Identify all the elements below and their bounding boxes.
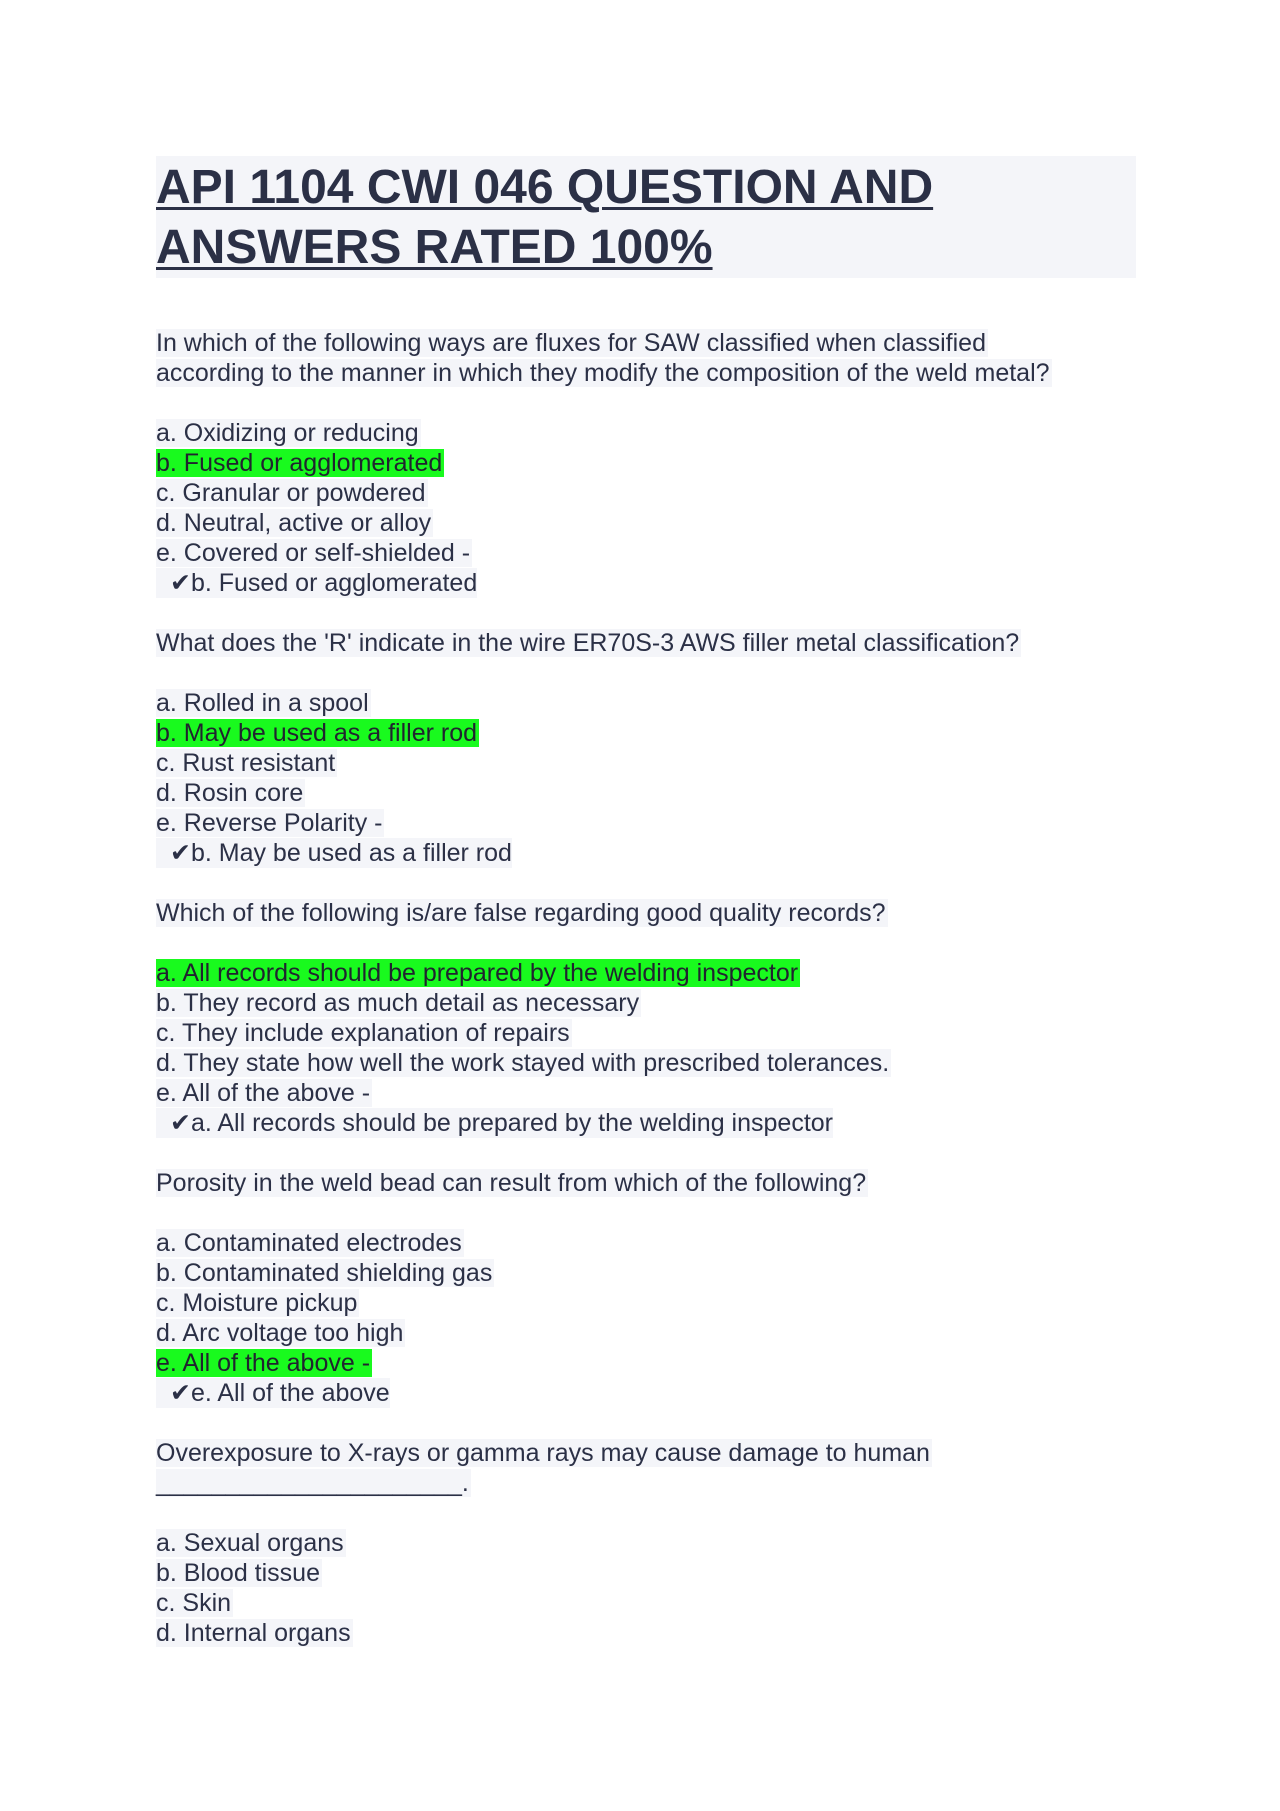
option-a: a. Oxidizing or reducing (156, 419, 419, 447)
correct-answer: ✔a. All records should be prepared by the welding inspector (156, 1108, 833, 1138)
question-block-3 (156, 898, 1136, 1138)
correct-answer: ✔b. May be used as a filler rod (156, 838, 512, 868)
title-block (156, 156, 1136, 278)
option-d: d. Neutral, active or alloy (156, 509, 432, 537)
question-list (156, 328, 1136, 1648)
correct-answer: ✔e. All of the above (156, 1378, 390, 1408)
option-b-highlighted: b. May be used as a filler rod (156, 719, 477, 747)
option-d: d. Rosin core (156, 779, 304, 807)
option-c: c. Rust resistant (156, 749, 336, 777)
option-d: d. They state how well the work stayed with prescribed tolerances. (156, 1049, 890, 1077)
document-title (156, 158, 1056, 278)
question-text: In which of the following ways are fluxes for SAW classified when classified (156, 329, 986, 357)
option-e: e. All of the above - (156, 1079, 371, 1107)
option-b: b. Contaminated shielding gas (156, 1259, 493, 1287)
document-page (156, 156, 1136, 1678)
question-block-1 (156, 328, 1136, 598)
question-block-5 (156, 1438, 1136, 1648)
option-c: c. Granular or powdered (156, 479, 426, 507)
question-text: Which of the following is/are false regarding good quality records? (156, 899, 886, 927)
question-text: Porosity in the weld bead can result from which of the following? (156, 1169, 867, 1197)
option-d: d. Internal organs (156, 1619, 351, 1647)
correct-answer: ✔b. Fused or agglomerated (156, 568, 477, 598)
question-block-2 (156, 628, 1136, 868)
option-e-highlighted: e. All of the above - (156, 1349, 371, 1377)
title-line-2: ANSWERS RATED 100% (156, 221, 713, 274)
option-e: e. Reverse Polarity - (156, 809, 383, 837)
question-block-4 (156, 1168, 1136, 1408)
option-a: a. Sexual organs (156, 1529, 344, 1557)
option-c: c. They include explanation of repairs (156, 1019, 570, 1047)
question-text: What does the 'R' indicate in the wire ER70S-3 AWS filler metal classification? (156, 629, 1020, 657)
option-d: d. Arc voltage too high (156, 1319, 404, 1347)
title-line-1: API 1104 CWI 046 QUESTION AND (156, 161, 934, 214)
option-a: a. Rolled in a spool (156, 689, 369, 717)
option-c: c. Moisture pickup (156, 1289, 358, 1317)
question-blank: ______________________. (156, 1469, 469, 1497)
question-text: according to the manner in which they modify the composition of the weld metal? (156, 359, 1050, 387)
option-b: b. Blood tissue (156, 1559, 320, 1587)
question-text: Overexposure to X-rays or gamma rays may cause damage to human (156, 1439, 930, 1467)
option-a: a. Contaminated electrodes (156, 1229, 462, 1257)
option-c: c. Skin (156, 1589, 232, 1617)
option-b: b. They record as much detail as necessary (156, 989, 640, 1017)
option-b-highlighted: b. Fused or agglomerated (156, 449, 443, 477)
option-e: e. Covered or self-shielded - (156, 539, 471, 567)
option-a-highlighted: a. All records should be prepared by the welding inspector (156, 959, 799, 987)
